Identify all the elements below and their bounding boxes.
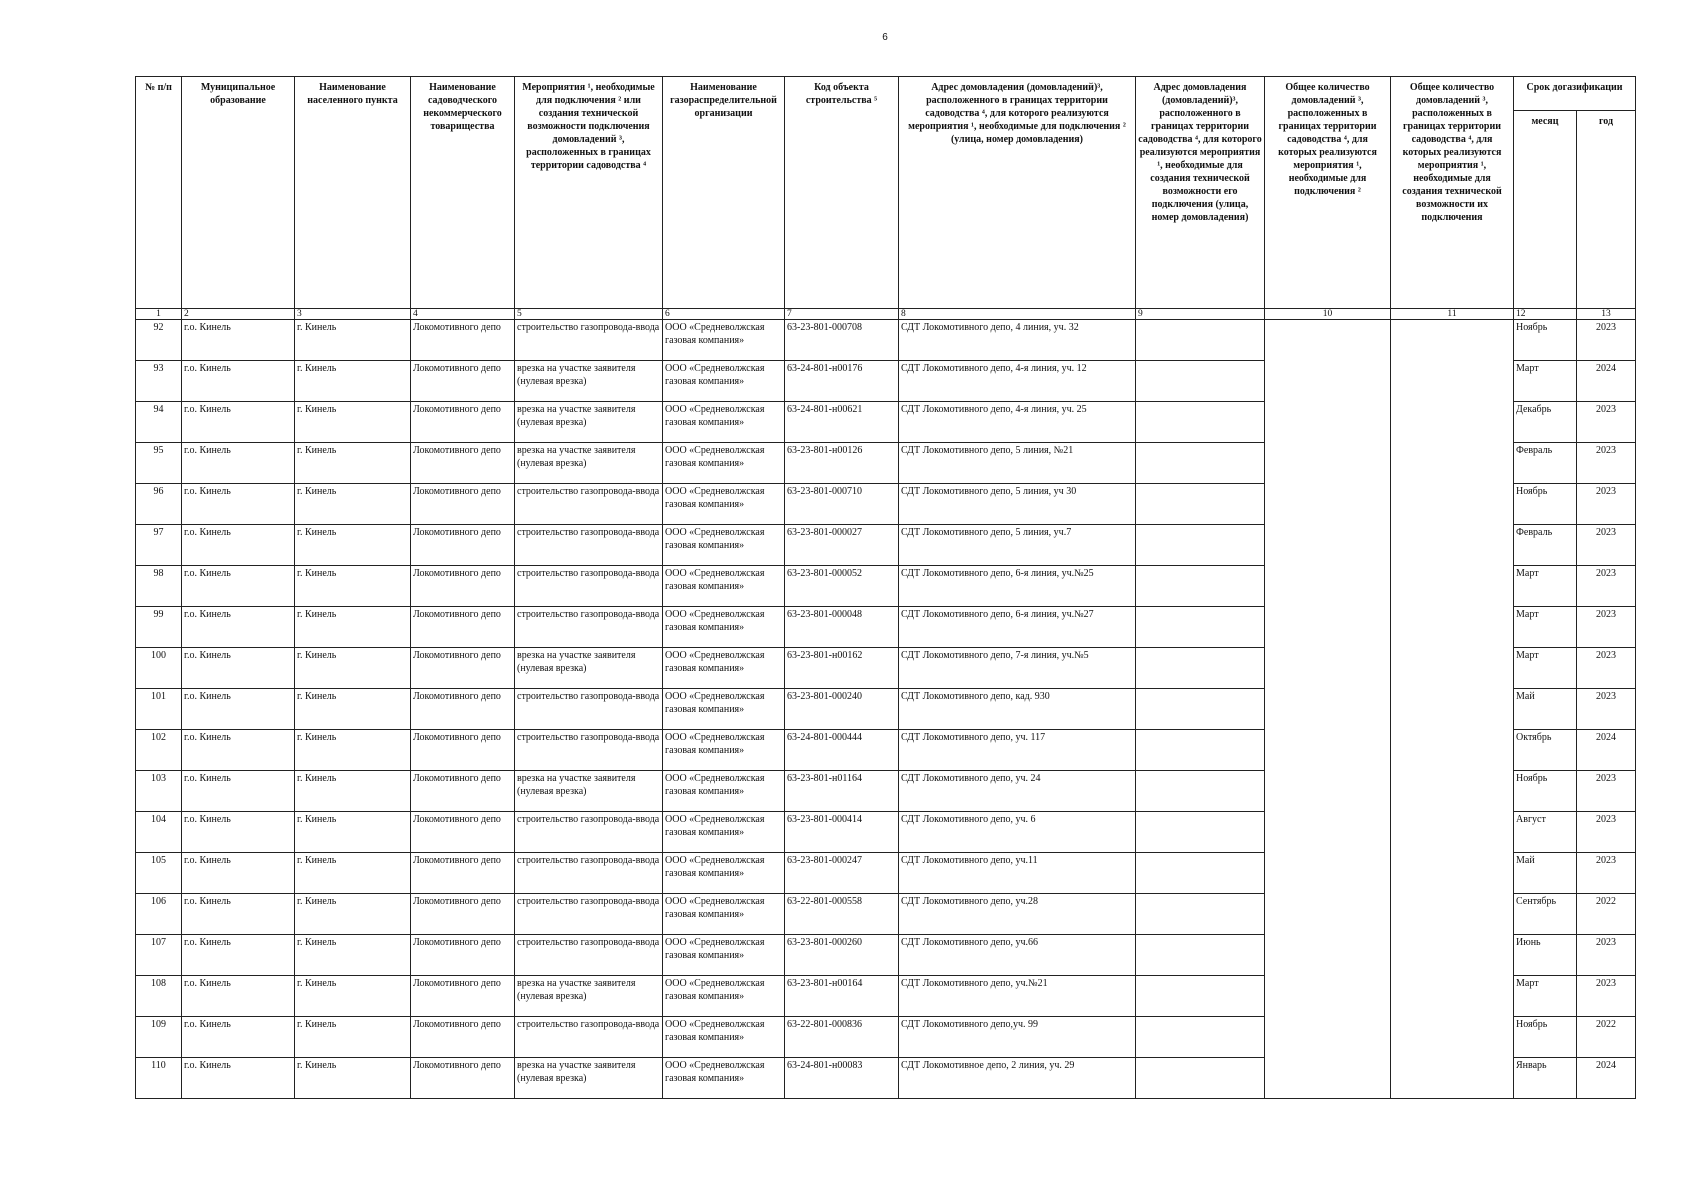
cell-settlement: г. Кинель [295,935,411,976]
cell-measure: врезка на участке заявителя (нулевая врезка) [515,1058,663,1099]
cell-address-tech [1136,607,1265,648]
cell-row-number: 101 [136,689,182,730]
cell-address-tech [1136,976,1265,1017]
cell-month: Март [1514,607,1577,648]
cell-partnership: Локомотивного депо [411,853,515,894]
cell-gas-org: ООО «Средневолжская газовая компания» [663,853,785,894]
cell-object-code: 63-23-801-н01164 [785,771,899,812]
cell-municipality: г.о. Кинель [182,935,295,976]
cell-total-connect [1265,320,1391,1099]
cell-address-tech [1136,648,1265,689]
cell-municipality: г.о. Кинель [182,566,295,607]
cell-gas-org: ООО «Средневолжская газовая компания» [663,648,785,689]
cell-month: Март [1514,361,1577,402]
cell-gas-org: ООО «Средневолжская газовая компания» [663,443,785,484]
cell-measure: врезка на участке заявителя (нулевая врезка) [515,443,663,484]
cell-settlement: г. Кинель [295,1058,411,1099]
cell-address: СДТ Локомотивного депо, 5 линия, №21 [899,443,1136,484]
column-number-cell: 4 [411,309,515,320]
cell-year: 2022 [1577,1017,1636,1058]
cell-row-number: 95 [136,443,182,484]
cell-row-number: 105 [136,853,182,894]
cell-address-tech [1136,935,1265,976]
cell-settlement: г. Кинель [295,525,411,566]
cell-municipality: г.о. Кинель [182,1058,295,1099]
cell-year: 2024 [1577,361,1636,402]
cell-object-code: 63-23-801-000247 [785,853,899,894]
cell-total-tech [1391,320,1514,1099]
cell-object-code: 63-23-801-000708 [785,320,899,361]
cell-municipality: г.о. Кинель [182,443,295,484]
cell-address: СДТ Локомотивного депо, уч.66 [899,935,1136,976]
cell-object-code: 63-23-801-000052 [785,566,899,607]
cell-address-tech [1136,1017,1265,1058]
cell-address: СДТ Локомотивного депо, уч. 117 [899,730,1136,771]
cell-municipality: г.о. Кинель [182,1017,295,1058]
cell-row-number: 96 [136,484,182,525]
cell-municipality: г.о. Кинель [182,894,295,935]
cell-address: СДТ Локомотивного депо, 6-я линия, уч.№27 [899,607,1136,648]
cell-municipality: г.о. Кинель [182,607,295,648]
cell-settlement: г. Кинель [295,443,411,484]
cell-measure: врезка на участке заявителя (нулевая врезка) [515,648,663,689]
cell-gas-org: ООО «Средневолжская газовая компания» [663,935,785,976]
column-number-cell: 7 [785,309,899,320]
cell-settlement: г. Кинель [295,648,411,689]
cell-partnership: Локомотивного депо [411,812,515,853]
column-number-cell: 11 [1391,309,1514,320]
cell-address: СДТ Локомотивного депо, 4 линия, уч. 32 [899,320,1136,361]
cell-partnership: Локомотивного депо [411,525,515,566]
cell-measure: строительство газопровода-ввода [515,566,663,607]
cell-municipality: г.о. Кинель [182,402,295,443]
cell-measure: строительство газопровода-ввода [515,1017,663,1058]
column-number-cell: 1 [136,309,182,320]
cell-settlement: г. Кинель [295,812,411,853]
cell-settlement: г. Кинель [295,853,411,894]
column-number-cell: 10 [1265,309,1391,320]
header-address-tech: Адрес домовладения (домовладений)³, расположенного в границах территории садоводства ⁴, для которого реализуются мероприятия ¹, необходимые для создания технической возможности его подключения (улица, номер домовладения) [1136,77,1265,309]
cell-settlement: г. Кинель [295,894,411,935]
cell-municipality: г.о. Кинель [182,976,295,1017]
cell-year: 2023 [1577,320,1636,361]
cell-year: 2022 [1577,894,1636,935]
cell-address-tech [1136,771,1265,812]
cell-year: 2023 [1577,525,1636,566]
cell-year: 2024 [1577,730,1636,771]
cell-year: 2023 [1577,484,1636,525]
cell-settlement: г. Кинель [295,976,411,1017]
cell-object-code: 63-24-801-000444 [785,730,899,771]
cell-municipality: г.о. Кинель [182,730,295,771]
header-total-connect: Общее количество домовладений ³, расположенных в границах территории садоводства ⁴, для которых реализуются мероприятия ¹, необходимые для подключения ² [1265,77,1391,309]
cell-month: Январь [1514,1058,1577,1099]
cell-row-number: 97 [136,525,182,566]
cell-month: Ноябрь [1514,771,1577,812]
cell-measure: строительство газопровода-ввода [515,812,663,853]
cell-month: Май [1514,689,1577,730]
cell-row-number: 99 [136,607,182,648]
cell-address: СДТ Локомотивного депо, 4-я линия, уч. 12 [899,361,1136,402]
cell-year: 2023 [1577,689,1636,730]
cell-measure: врезка на участке заявителя (нулевая врезка) [515,771,663,812]
cell-partnership: Локомотивного депо [411,730,515,771]
cell-address-tech [1136,853,1265,894]
cell-row-number: 100 [136,648,182,689]
cell-settlement: г. Кинель [295,1017,411,1058]
cell-object-code: 63-23-801-н00162 [785,648,899,689]
cell-measure: врезка на участке заявителя (нулевая врезка) [515,361,663,402]
cell-address-tech [1136,443,1265,484]
cell-municipality: г.о. Кинель [182,525,295,566]
cell-gas-org: ООО «Средневолжская газовая компания» [663,320,785,361]
cell-row-number: 109 [136,1017,182,1058]
header-address-connect: Адрес домовладения (домовладений)³, расположенного в границах территории садоводства ⁴, для которого реализуются мероприятия ¹, необходимые для подключения ² (улица, номер домовладения) [899,77,1136,309]
cell-partnership: Локомотивного депо [411,566,515,607]
cell-partnership: Локомотивного депо [411,689,515,730]
cell-month: Декабрь [1514,402,1577,443]
cell-month: Февраль [1514,525,1577,566]
cell-object-code: 63-24-801-н00621 [785,402,899,443]
cell-address: СДТ Локомотивного депо, 5 линия, уч.7 [899,525,1136,566]
cell-gas-org: ООО «Средневолжская газовая компания» [663,976,785,1017]
header-settlement: Наименование населенного пункта [295,77,411,309]
cell-row-number: 106 [136,894,182,935]
column-number-cell: 12 [1514,309,1577,320]
cell-month: Июнь [1514,935,1577,976]
cell-year: 2024 [1577,1058,1636,1099]
cell-partnership: Локомотивного депо [411,443,515,484]
cell-row-number: 110 [136,1058,182,1099]
cell-gas-org: ООО «Средневолжская газовая компания» [663,894,785,935]
page-number: 6 [882,32,888,43]
cell-gas-org: ООО «Средневолжская газовая компания» [663,402,785,443]
cell-month: Март [1514,566,1577,607]
cell-object-code: 63-23-801-000414 [785,812,899,853]
cell-measure: строительство газопровода-ввода [515,894,663,935]
cell-settlement: г. Кинель [295,566,411,607]
cell-gas-org: ООО «Средневолжская газовая компания» [663,771,785,812]
cell-month: Август [1514,812,1577,853]
cell-address-tech [1136,361,1265,402]
cell-month: Ноябрь [1514,484,1577,525]
cell-address: СДТ Локомотивного депо, уч.№21 [899,976,1136,1017]
cell-object-code: 63-22-801-000836 [785,1017,899,1058]
cell-municipality: г.о. Кинель [182,484,295,525]
cell-municipality: г.о. Кинель [182,361,295,402]
header-row [136,77,1636,111]
cell-month: Февраль [1514,443,1577,484]
cell-address: СДТ Локомотивное депо, 2 линия, уч. 29 [899,1058,1136,1099]
header-object-code: Код объекта строительства ⁵ [785,77,899,309]
cell-row-number: 107 [136,935,182,976]
header-month: месяц [1514,111,1577,309]
cell-partnership: Локомотивного депо [411,1058,515,1099]
cell-address: СДТ Локомотивного депо, уч.11 [899,853,1136,894]
cell-address-tech [1136,812,1265,853]
cell-gas-org: ООО «Средневолжская газовая компания» [663,1017,785,1058]
cell-row-number: 93 [136,361,182,402]
cell-gas-org: ООО «Средневолжская газовая компания» [663,689,785,730]
cell-settlement: г. Кинель [295,320,411,361]
cell-address: СДТ Локомотивного депо,уч. 99 [899,1017,1136,1058]
cell-partnership: Локомотивного депо [411,976,515,1017]
cell-settlement: г. Кинель [295,361,411,402]
cell-object-code: 63-23-801-000027 [785,525,899,566]
cell-object-code: 63-23-801-н00126 [785,443,899,484]
cell-gas-org: ООО «Средневолжская газовая компания» [663,525,785,566]
cell-gas-org: ООО «Средневолжская газовая компания» [663,361,785,402]
cell-municipality: г.о. Кинель [182,812,295,853]
cell-object-code: 63-24-801-н00083 [785,1058,899,1099]
cell-row-number: 94 [136,402,182,443]
table-body [136,320,1636,1099]
cell-address-tech [1136,730,1265,771]
cell-address: СДТ Локомотивного депо, уч. 24 [899,771,1136,812]
cell-measure: строительство газопровода-ввода [515,689,663,730]
cell-gas-org: ООО «Средневолжская газовая компания» [663,730,785,771]
cell-measure: строительство газопровода-ввода [515,484,663,525]
cell-object-code: 63-24-801-н00176 [785,361,899,402]
cell-settlement: г. Кинель [295,484,411,525]
cell-address-tech [1136,894,1265,935]
column-number-row [136,309,1636,320]
cell-year: 2023 [1577,812,1636,853]
cell-address: СДТ Локомотивного депо, 5 линия, уч 30 [899,484,1136,525]
cell-address-tech [1136,484,1265,525]
cell-municipality: г.о. Кинель [182,689,295,730]
column-number-cell: 3 [295,309,411,320]
cell-settlement: г. Кинель [295,730,411,771]
cell-municipality: г.о. Кинель [182,648,295,689]
cell-gas-org: ООО «Средневолжская газовая компания» [663,1058,785,1099]
cell-settlement: г. Кинель [295,402,411,443]
cell-measure: строительство газопровода-ввода [515,525,663,566]
header-measures: Мероприятия ¹, необходимые для подключения ² или создания технической возможности подключения домовладений ³, расположенных в границах территории садоводства ⁴ [515,77,663,309]
cell-settlement: г. Кинель [295,607,411,648]
cell-address-tech [1136,566,1265,607]
cell-row-number: 108 [136,976,182,1017]
cell-row-number: 103 [136,771,182,812]
cell-year: 2023 [1577,935,1636,976]
cell-month: Март [1514,648,1577,689]
cell-address: СДТ Локомотивного депо, уч.28 [899,894,1136,935]
cell-measure: строительство газопровода-ввода [515,853,663,894]
cell-gas-org: ООО «Средневолжская газовая компания» [663,607,785,648]
column-number-cell: 9 [1136,309,1265,320]
cell-partnership: Локомотивного депо [411,402,515,443]
cell-municipality: г.о. Кинель [182,320,295,361]
cell-year: 2023 [1577,607,1636,648]
cell-partnership: Локомотивного депо [411,361,515,402]
cell-year: 2023 [1577,976,1636,1017]
column-number-cell: 13 [1577,309,1636,320]
cell-measure: строительство газопровода-ввода [515,730,663,771]
cell-partnership: Локомотивного депо [411,320,515,361]
cell-partnership: Локомотивного депо [411,484,515,525]
gasification-table [135,76,1636,1099]
cell-month: Ноябрь [1514,1017,1577,1058]
header-total-tech: Общее количество домовладений ³, расположенных в границах территории садоводства ⁴, для которых реализуются мероприятия ¹, необходимые для создания технической возможности их подключения [1391,77,1514,309]
column-number-cell: 8 [899,309,1136,320]
cell-object-code: 63-23-801-000710 [785,484,899,525]
cell-gas-org: ООО «Средневолжская газовая компания» [663,566,785,607]
cell-measure: строительство газопровода-ввода [515,607,663,648]
cell-object-code: 63-22-801-000558 [785,894,899,935]
header-gas-org: Наименование газораспределительной организации [663,77,785,309]
cell-municipality: г.о. Кинель [182,853,295,894]
cell-partnership: Локомотивного депо [411,935,515,976]
cell-month: Сентябрь [1514,894,1577,935]
cell-partnership: Локомотивного депо [411,648,515,689]
cell-address: СДТ Локомотивного депо, уч. 6 [899,812,1136,853]
cell-month: Октябрь [1514,730,1577,771]
column-number-cell: 6 [663,309,785,320]
cell-address-tech [1136,689,1265,730]
cell-year: 2023 [1577,771,1636,812]
cell-measure: врезка на участке заявителя (нулевая врезка) [515,402,663,443]
cell-year: 2023 [1577,853,1636,894]
cell-object-code: 63-23-801-000240 [785,689,899,730]
header-municipality: Муниципальное образование [182,77,295,309]
cell-gas-org: ООО «Средневолжская газовая компания» [663,812,785,853]
cell-object-code: 63-23-801-н00164 [785,976,899,1017]
cell-year: 2023 [1577,402,1636,443]
cell-row-number: 102 [136,730,182,771]
cell-municipality: г.о. Кинель [182,771,295,812]
cell-year: 2023 [1577,443,1636,484]
cell-partnership: Локомотивного депо [411,771,515,812]
cell-settlement: г. Кинель [295,771,411,812]
cell-measure: строительство газопровода-ввода [515,320,663,361]
header-partnership: Наименование садоводческого некоммерческого товарищества [411,77,515,309]
cell-gas-org: ООО «Средневолжская газовая компания» [663,484,785,525]
cell-partnership: Локомотивного депо [411,607,515,648]
cell-partnership: Локомотивного депо [411,894,515,935]
cell-month: Март [1514,976,1577,1017]
cell-address-tech [1136,320,1265,361]
cell-row-number: 92 [136,320,182,361]
cell-address-tech [1136,402,1265,443]
cell-measure: строительство газопровода-ввода [515,935,663,976]
cell-address: СДТ Локомотивного депо, 4-я линия, уч. 25 [899,402,1136,443]
cell-measure: врезка на участке заявителя (нулевая врезка) [515,976,663,1017]
cell-address: СДТ Локомотивного депо, 6-я линия, уч.№25 [899,566,1136,607]
cell-month: Ноябрь [1514,320,1577,361]
cell-address: СДТ Локомотивного депо, кад. 930 [899,689,1136,730]
cell-year: 2023 [1577,566,1636,607]
cell-address-tech [1136,525,1265,566]
table-row [136,320,1636,361]
cell-settlement: г. Кинель [295,689,411,730]
cell-row-number: 98 [136,566,182,607]
column-number-cell: 5 [515,309,663,320]
cell-year: 2023 [1577,648,1636,689]
header-num: № п/п [136,77,182,309]
cell-month: Май [1514,853,1577,894]
header-year: год [1577,111,1636,309]
cell-row-number: 104 [136,812,182,853]
cell-address-tech [1136,1058,1265,1099]
cell-object-code: 63-23-801-000048 [785,607,899,648]
cell-object-code: 63-23-801-000260 [785,935,899,976]
column-number-cell: 2 [182,309,295,320]
cell-partnership: Локомотивного депо [411,1017,515,1058]
cell-address: СДТ Локомотивного депо, 7-я линия, уч.№5 [899,648,1136,689]
header-deadline: Срок догазификации [1514,77,1636,111]
